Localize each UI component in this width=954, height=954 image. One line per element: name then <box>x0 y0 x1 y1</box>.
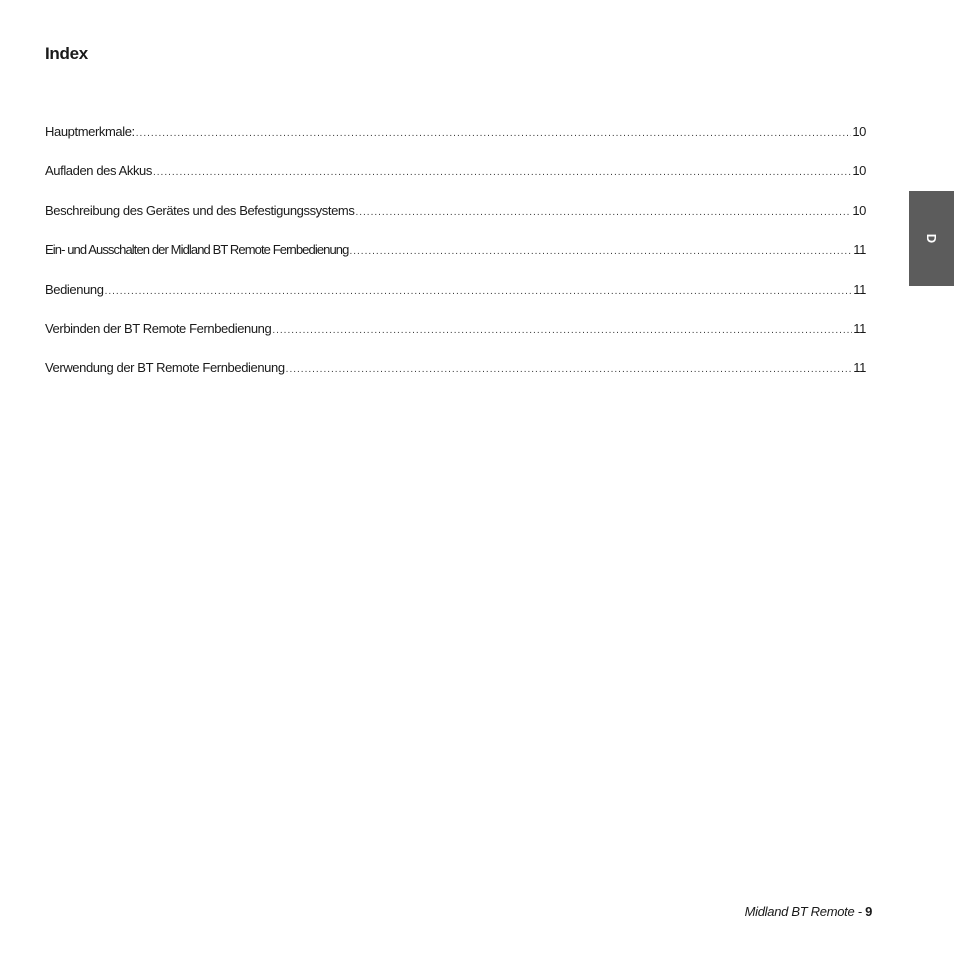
toc-entry-label: Ein- und Ausschalten der Midland BT Remote Fernbedienung <box>45 242 349 258</box>
toc-entry-page: 11 <box>853 320 866 336</box>
language-side-tab <box>909 191 954 286</box>
page-footer <box>745 904 872 919</box>
toc-entry[interactable] <box>45 163 866 202</box>
toc-dot-leader <box>136 128 852 139</box>
toc-entry-label: Verwendung der BT Remote Fernbedienung <box>45 360 285 376</box>
toc-entry-label: Verbinden der BT Remote Fernbedienung <box>45 320 272 336</box>
page-title: Index <box>45 44 88 63</box>
toc-entry[interactable] <box>45 242 866 281</box>
toc-entry-page: 10 <box>852 202 866 218</box>
toc-dot-leader <box>286 364 853 375</box>
toc-dot-leader <box>153 167 851 178</box>
toc-entry-page: 11 <box>853 242 866 258</box>
toc-entry-label: Aufladen des Akkus <box>45 163 152 179</box>
toc-dot-leader <box>272 325 852 336</box>
toc-entry-label: Beschreibung des Gerätes und des Befestigungssystems <box>45 202 355 218</box>
toc-entry[interactable] <box>45 360 866 399</box>
footer-page-number: 9 <box>865 904 872 919</box>
toc-entry-page: 11 <box>853 281 866 297</box>
toc-dot-leader <box>349 246 852 257</box>
toc-entry[interactable] <box>45 282 866 321</box>
toc-entry[interactable] <box>45 203 866 242</box>
toc-dot-leader <box>355 207 851 218</box>
toc-entry-page: 10 <box>852 163 866 179</box>
language-tab-letter: D <box>923 233 939 244</box>
toc-entry-page: 11 <box>853 360 866 376</box>
toc-entry-label: Hauptmerkmale: <box>45 124 135 139</box>
toc-entry[interactable] <box>45 321 866 360</box>
toc-dot-leader <box>105 286 853 297</box>
footer-brand: Midland BT Remote - <box>744 904 866 919</box>
table-of-contents <box>45 124 866 400</box>
toc-entry[interactable] <box>45 124 866 163</box>
toc-entry-label: Bedienung <box>45 281 104 297</box>
toc-entry-page: 10 <box>852 124 866 139</box>
